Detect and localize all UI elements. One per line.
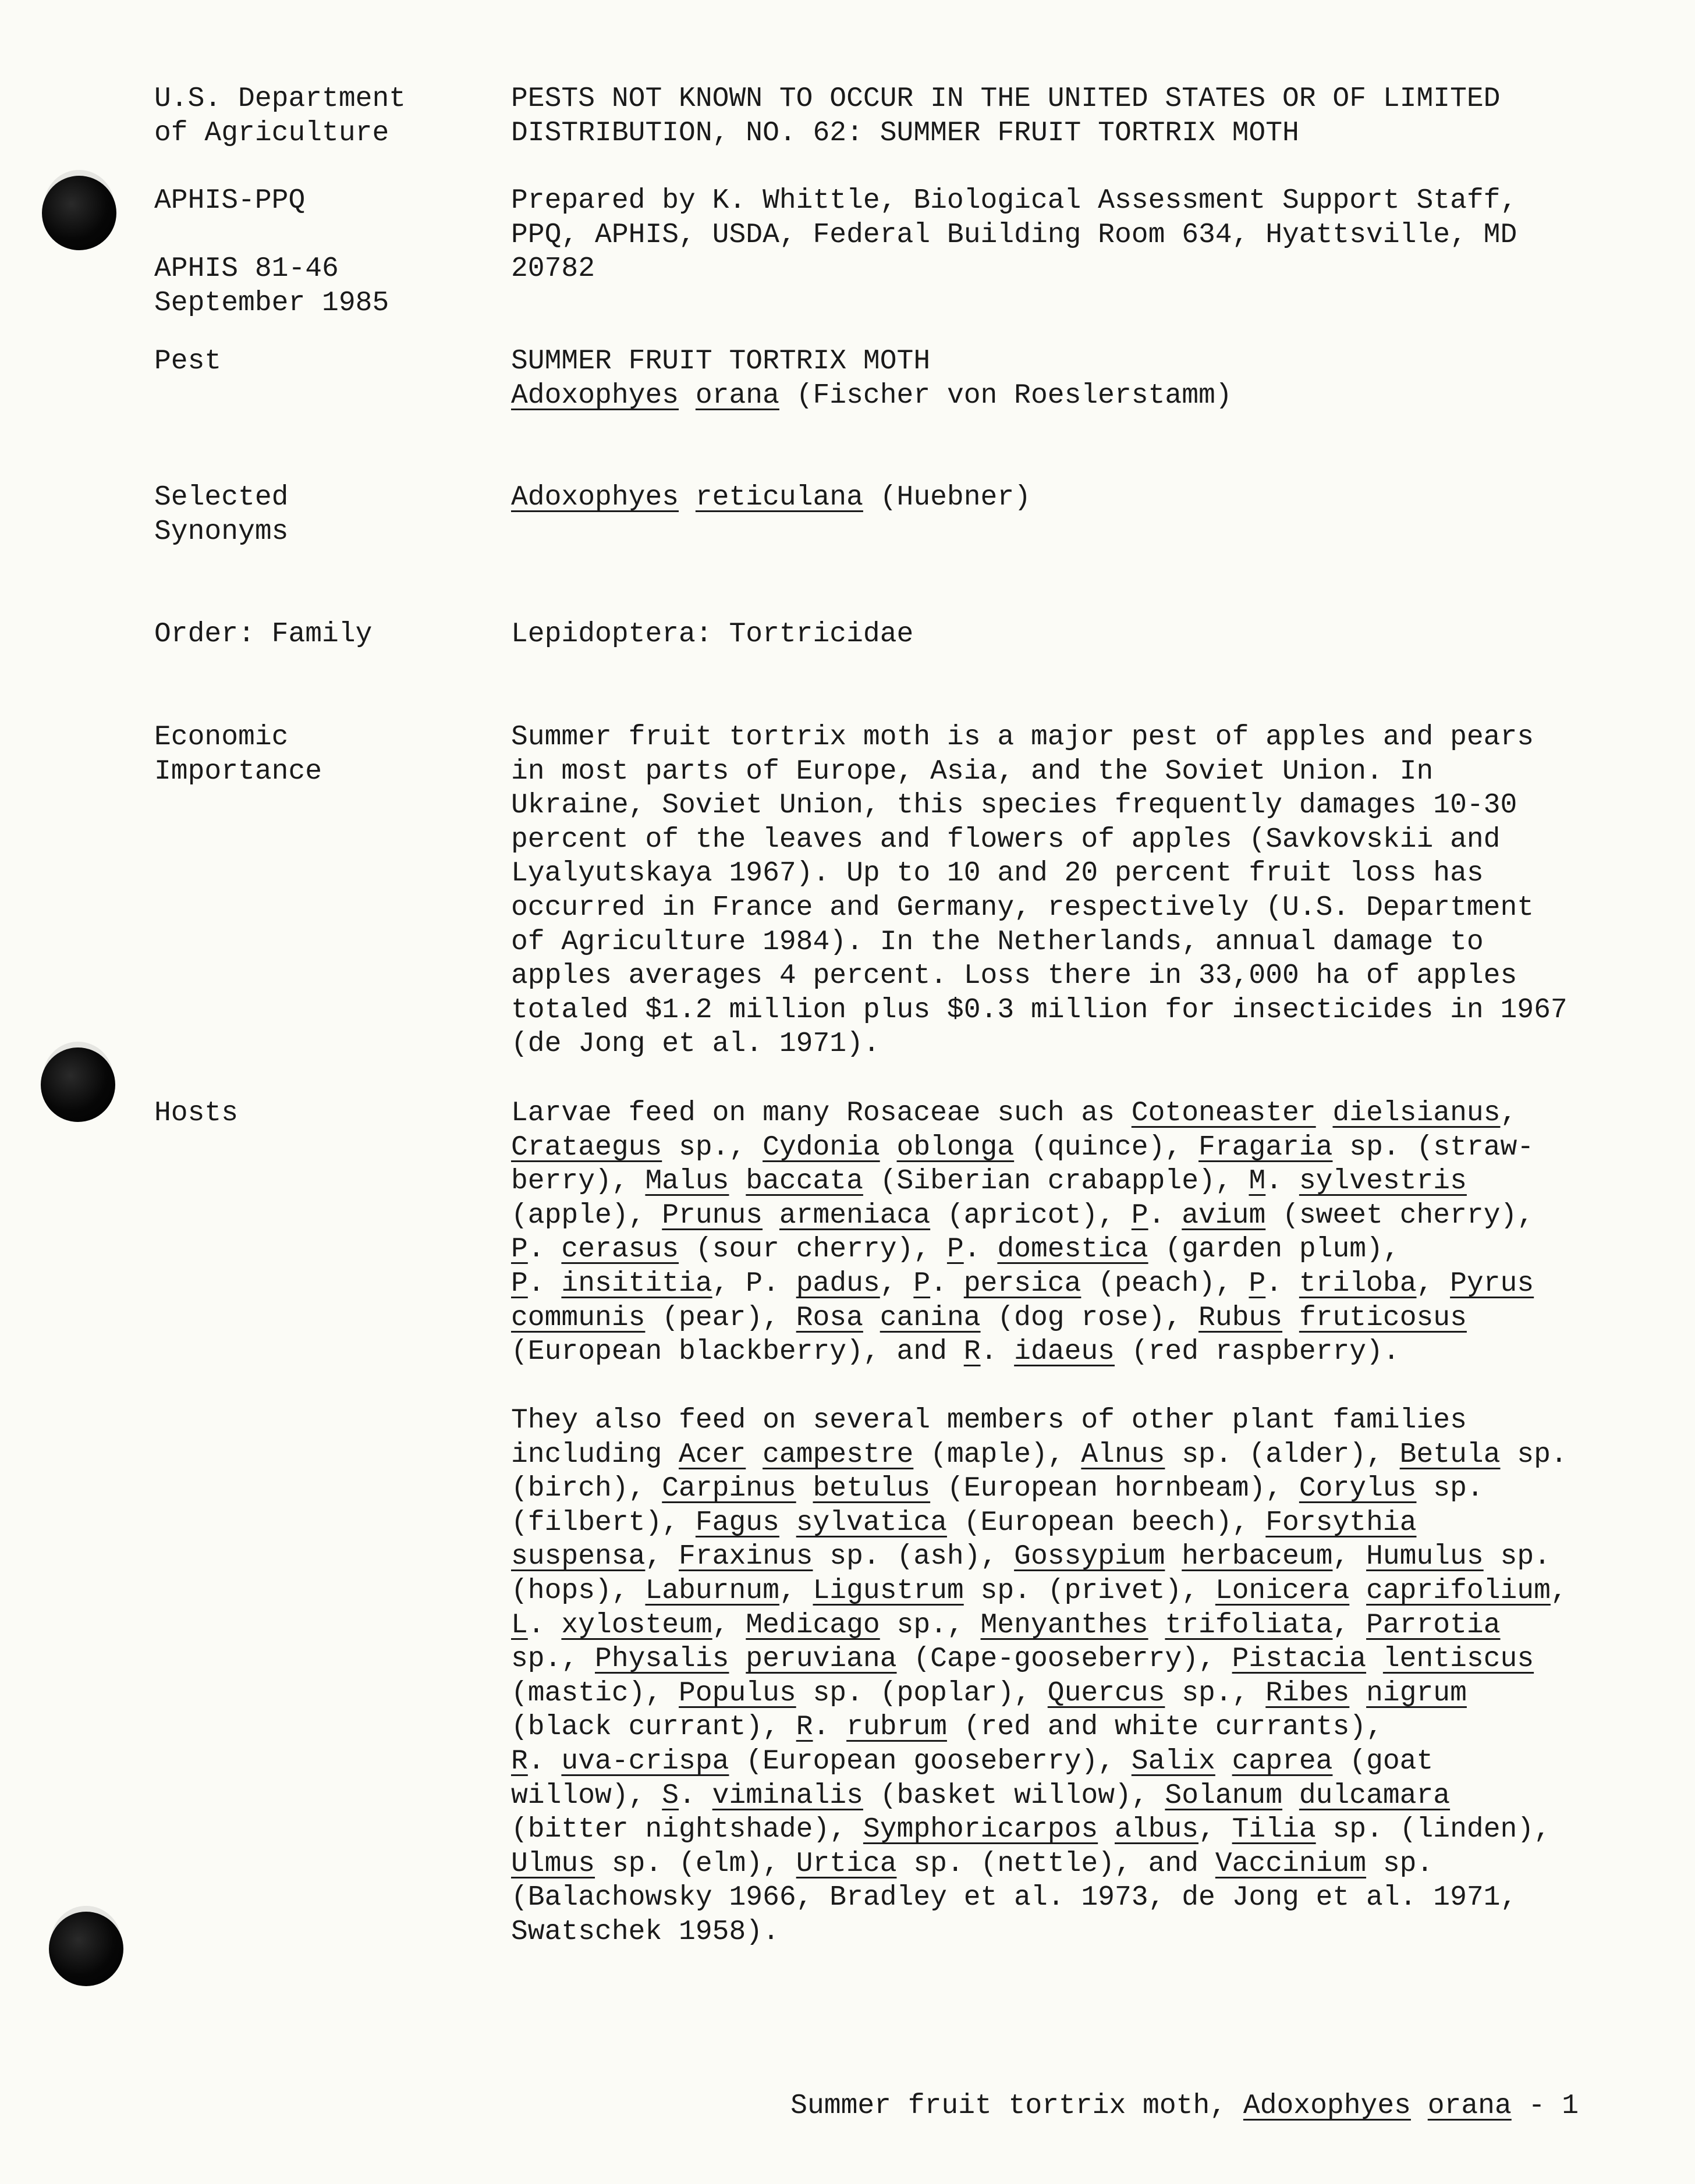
host-text: sp.,	[880, 1609, 981, 1641]
host-line	[511, 1473, 1484, 1504]
host-line	[511, 1610, 1501, 1641]
host-text: (European hornbeam),	[930, 1473, 1299, 1505]
host-text: (maple),	[913, 1439, 1081, 1471]
host-text: .	[527, 1234, 562, 1266]
host-text: Larvae feed on many Rosaceae such as	[511, 1098, 1132, 1129]
host-text: ,	[1332, 1609, 1367, 1641]
taxon-name: Alnus	[1081, 1439, 1165, 1471]
host-text: .	[1265, 1166, 1299, 1198]
host-line	[511, 1882, 1517, 1913]
taxon-name: albus	[1114, 1814, 1199, 1846]
host-text: ,	[712, 1609, 746, 1641]
host-text	[1282, 1780, 1299, 1812]
host-text: (birch),	[511, 1473, 662, 1505]
host-text: (European beech),	[946, 1507, 1266, 1539]
host-text	[1165, 1541, 1182, 1572]
taxon-name: cerasus	[561, 1234, 679, 1266]
taxon-name: armeniaca	[779, 1199, 931, 1231]
host-text	[1148, 1610, 1165, 1641]
host-text: (mastic),	[511, 1677, 679, 1709]
taxon-name: sylvatica	[796, 1507, 947, 1539]
taxon-name: caprea	[1232, 1745, 1333, 1777]
taxon-name: L	[511, 1609, 528, 1641]
host-text	[763, 1200, 779, 1231]
economic-line: Summer fruit tortrix moth is a major pest of apples and pears	[511, 722, 1534, 753]
economic-importance-text	[511, 720, 1568, 1061]
pest-species: orana	[695, 379, 779, 411]
synonym-genus: Adoxophyes	[511, 482, 679, 513]
host-text: (pear),	[645, 1302, 796, 1334]
synonym-species: reticulana	[695, 482, 863, 513]
host-line	[511, 1916, 779, 1948]
taxon-name: domestica	[997, 1234, 1148, 1266]
economic-line: occurred in France and Germany, respectively (U.S. Department	[511, 892, 1534, 924]
taxon-name: Solanum	[1165, 1780, 1283, 1812]
doc-number-block: APHIS 81-46 September 1985	[154, 253, 389, 319]
taxon-name: R	[963, 1336, 981, 1368]
taxon-name: S	[662, 1780, 679, 1812]
taxon-name: lentiscus	[1382, 1643, 1534, 1675]
taxon-name: xylosteum	[561, 1609, 712, 1641]
taxon-name: Cotoneaster	[1131, 1098, 1316, 1129]
host-text: berry),	[511, 1166, 646, 1198]
taxon-name: oblonga	[896, 1131, 1015, 1163]
taxon-name: dielsianus	[1332, 1098, 1501, 1129]
host-text: .	[527, 1267, 562, 1299]
taxon-name: betulus	[813, 1473, 931, 1505]
pest-label: Pest	[154, 346, 222, 377]
host-text	[1282, 1302, 1299, 1334]
taxon-name: Gossypium	[1014, 1541, 1165, 1573]
taxon-name: Vaccinium	[1215, 1848, 1367, 1880]
taxon-name: Acer	[679, 1439, 746, 1471]
hosts-paragraph-1	[511, 1096, 1534, 1369]
taxon-name: Medicago	[746, 1609, 880, 1641]
host-line	[511, 1848, 1433, 1880]
host-text: sp. (ash),	[813, 1541, 1015, 1573]
host-text: (Balachowsky 1966, Bradley et al. 1973, de Jong et al. 1971,	[511, 1882, 1517, 1914]
host-text: (goat	[1332, 1745, 1434, 1777]
taxon-name: Corylus	[1299, 1473, 1417, 1505]
host-text: (quince),	[1014, 1131, 1199, 1163]
host-text: sp.	[1483, 1541, 1551, 1573]
taxon-name: P	[913, 1267, 931, 1299]
host-text	[880, 1132, 897, 1163]
taxon-name: M	[1249, 1166, 1266, 1198]
taxon-name: rubrum	[846, 1711, 947, 1743]
host-line	[511, 1678, 1467, 1709]
host-text: .	[1265, 1267, 1299, 1299]
host-text: .	[679, 1780, 712, 1812]
economic-importance-label: Economic Importance	[154, 722, 322, 787]
taxon-name: Rubus	[1198, 1302, 1283, 1334]
host-text: including	[511, 1439, 679, 1471]
host-text: ,	[1500, 1098, 1517, 1129]
host-line	[511, 1234, 1400, 1265]
host-text: ,	[880, 1267, 914, 1299]
host-text	[729, 1643, 746, 1675]
host-text: sp. (alder),	[1165, 1439, 1400, 1471]
taxon-name: P	[511, 1234, 528, 1266]
host-text: (garden plum),	[1148, 1234, 1400, 1266]
pest-name: SUMMER FRUIT TORTRIX MOTH Adoxophyes orana (Fischer von Roeslerstamm)	[511, 346, 1232, 411]
economic-line: totaled $1.2 million plus $0.3 million for insecticides in 1967	[511, 994, 1568, 1026]
host-text: willow),	[511, 1780, 662, 1812]
host-text: (Cape-gooseberry),	[896, 1643, 1232, 1675]
taxon-name: Pistacia	[1232, 1643, 1367, 1675]
department-label: U.S. Department of Agriculture	[154, 83, 406, 149]
host-text	[1098, 1814, 1115, 1845]
taxon-name: Salix	[1131, 1745, 1215, 1777]
host-text: (dog rose),	[980, 1302, 1199, 1334]
taxon-name: Prunus	[662, 1199, 763, 1231]
host-text: .	[980, 1336, 1015, 1368]
taxon-name: sylvestris	[1299, 1166, 1467, 1198]
host-line	[511, 1541, 1551, 1572]
taxon-name: insititia	[561, 1267, 712, 1299]
taxon-name: canina	[880, 1302, 981, 1334]
taxon-name: idaeus	[1014, 1336, 1115, 1368]
taxon-name: campestre	[763, 1439, 914, 1471]
host-line	[511, 1132, 1534, 1163]
synonyms-label: Selected Synonyms	[154, 482, 289, 548]
host-text: (red raspberry).	[1114, 1336, 1400, 1368]
taxon-name: Quercus	[1047, 1677, 1165, 1709]
host-text: .	[527, 1745, 562, 1777]
host-text	[1366, 1643, 1383, 1675]
taxon-name: Betula	[1399, 1439, 1501, 1471]
host-text: .	[963, 1234, 998, 1266]
taxon-name: P	[1131, 1199, 1148, 1231]
host-line	[511, 1439, 1568, 1471]
host-text: (bitter nightshade),	[511, 1814, 863, 1846]
taxon-name: peruviana	[746, 1643, 897, 1675]
host-text: (European blackberry), and	[511, 1336, 964, 1368]
host-text: sp.	[1366, 1848, 1434, 1880]
taxon-name: Ligustrum	[813, 1575, 964, 1607]
host-text: .	[813, 1711, 847, 1743]
taxon-name: Malus	[645, 1166, 729, 1198]
host-text	[863, 1302, 880, 1334]
host-text: (apple),	[511, 1199, 662, 1231]
agency-label: APHIS-PPQ	[154, 185, 306, 216]
host-line	[511, 1746, 1433, 1777]
taxon-name: Fagus	[695, 1507, 779, 1539]
economic-line: Lyalyutskaya 1967). Up to 10 and 20 percent fruit loss has	[511, 858, 1484, 890]
taxon-name: P	[946, 1234, 964, 1266]
taxon-name: Rosa	[796, 1302, 863, 1334]
taxon-name: padus	[796, 1267, 880, 1299]
taxon-name: Laburnum	[645, 1575, 779, 1607]
economic-line: percent of the leaves and flowers of apples (Savkovskii and	[511, 823, 1501, 855]
host-text: ,	[1416, 1267, 1451, 1299]
host-text: (sour cherry),	[679, 1234, 947, 1266]
order-family-value: Lepidoptera: Tortricidae	[511, 619, 914, 650]
host-text: sp.	[1500, 1439, 1568, 1471]
host-text: (apricot),	[930, 1199, 1132, 1231]
document-title: PESTS NOT KNOWN TO OCCUR IN THE UNITED STATES OR OF LIMITED DISTRIBUTION, NO. 62: SUMMER FRUIT TORTRIX MOTH	[511, 83, 1501, 149]
binder-hole-bottom	[49, 1912, 123, 1986]
taxon-name: P	[1249, 1267, 1266, 1299]
taxon-name: Fraxinus	[679, 1541, 813, 1573]
host-text	[1215, 1746, 1232, 1777]
taxon-name: nigrum	[1366, 1677, 1467, 1709]
taxon-name: Urtica	[796, 1848, 897, 1880]
taxon-name: triloba	[1299, 1267, 1417, 1299]
taxon-name: avium	[1182, 1199, 1266, 1231]
host-text: .	[1148, 1199, 1182, 1231]
host-text: ,	[1332, 1541, 1367, 1573]
host-text: sp. (privet),	[963, 1575, 1215, 1607]
economic-line: in most parts of Europe, Asia, and the Soviet Union. In	[511, 755, 1434, 787]
taxon-name: Physalis	[595, 1643, 729, 1675]
taxon-name: caprifolium	[1366, 1575, 1551, 1607]
host-text: (sweet cherry),	[1265, 1199, 1534, 1231]
economic-line: Ukraine, Soviet Union, this species frequently damages 10-30	[511, 790, 1517, 822]
host-text: sp. (nettle), and	[896, 1848, 1215, 1880]
taxon-name: Tilia	[1232, 1814, 1316, 1846]
host-text	[746, 1439, 763, 1471]
taxon-name: Humulus	[1366, 1541, 1484, 1573]
host-line	[511, 1098, 1517, 1129]
host-line	[511, 1575, 1568, 1607]
host-text: (filbert),	[511, 1507, 696, 1539]
taxon-name: viminalis	[712, 1780, 863, 1812]
hosts-paragraph-2	[511, 1404, 1568, 1949]
taxon-name: Ulmus	[511, 1848, 595, 1880]
host-text: ,	[1198, 1814, 1232, 1846]
host-line	[511, 1302, 1467, 1334]
host-text	[779, 1507, 796, 1539]
host-text: (European gooseberry),	[729, 1745, 1132, 1777]
synonym-name: Adoxophyes reticulana (Huebner)	[511, 482, 1031, 513]
host-text: ,	[645, 1541, 679, 1573]
binder-hole-top	[42, 176, 116, 250]
footer-species: orana	[1427, 2090, 1512, 2122]
host-text	[1349, 1575, 1366, 1607]
taxon-name: Crataegus	[511, 1131, 662, 1163]
taxon-name: P	[511, 1267, 528, 1299]
taxon-name: Populus	[679, 1677, 796, 1709]
host-line	[511, 1711, 1383, 1743]
taxon-name: uva-crispa	[561, 1745, 729, 1777]
taxon-name: persica	[963, 1267, 1081, 1299]
host-line	[511, 1643, 1534, 1675]
taxon-name: Parrotia	[1366, 1609, 1501, 1641]
taxon-name: Pyrus	[1450, 1267, 1534, 1299]
host-line	[511, 1780, 1450, 1812]
host-text: They also feed on several members of other plant families	[511, 1405, 1467, 1436]
host-text: sp. (elm),	[595, 1848, 796, 1880]
taxon-name: R	[511, 1745, 528, 1777]
taxon-name: trifoliata	[1165, 1609, 1333, 1641]
taxon-name: R	[796, 1711, 813, 1743]
host-text: .	[930, 1267, 964, 1299]
order-family-label: Order: Family	[154, 619, 373, 650]
taxon-name: communis	[511, 1302, 646, 1334]
host-text: sp.,	[511, 1643, 595, 1675]
economic-line: apples averages 4 percent. Loss there in 33,000 ha of apples	[511, 960, 1517, 992]
host-line	[511, 1336, 1400, 1368]
host-text: ,	[1550, 1575, 1568, 1607]
host-text: sp.,	[662, 1131, 763, 1163]
taxon-name: Carpinus	[662, 1473, 796, 1505]
taxon-name: Menyanthes	[980, 1609, 1148, 1641]
host-line	[511, 1200, 1534, 1231]
pest-genus: Adoxophyes	[511, 379, 679, 411]
taxon-name: Cydonia	[763, 1131, 880, 1163]
host-line	[511, 1814, 1551, 1845]
host-text	[796, 1473, 813, 1504]
host-text	[1349, 1678, 1366, 1709]
hosts-label: Hosts	[154, 1098, 239, 1129]
footer-genus: Adoxophyes	[1243, 2090, 1411, 2122]
host-text: (Siberian crabapple),	[863, 1166, 1249, 1198]
host-text: ,	[779, 1575, 813, 1607]
host-line	[511, 1507, 1417, 1539]
page-footer: Summer fruit tortrix moth, Adoxophyes orana - 1	[790, 2090, 1579, 2122]
host-text: (basket willow),	[863, 1780, 1165, 1812]
host-text: sp.,	[1165, 1677, 1266, 1709]
economic-line: (de Jong et al. 1971).	[511, 1028, 880, 1060]
taxon-name: Forsythia	[1265, 1507, 1417, 1539]
host-text: (red and white currants),	[946, 1711, 1383, 1743]
host-text: sp.	[1416, 1473, 1484, 1505]
host-text: Swatschek 1958).	[511, 1916, 779, 1948]
host-text: sp. (poplar),	[796, 1677, 1048, 1709]
taxon-name: herbaceum	[1182, 1541, 1333, 1573]
taxon-name: dulcamara	[1299, 1780, 1451, 1812]
host-text: (peach),	[1081, 1267, 1249, 1299]
host-text	[1316, 1098, 1333, 1129]
host-text	[729, 1166, 746, 1197]
host-text: , P.	[712, 1267, 796, 1299]
host-line	[511, 1405, 1467, 1436]
taxon-name: Ribes	[1265, 1677, 1350, 1709]
host-text: (black currant),	[511, 1711, 796, 1743]
taxon-name: Fragaria	[1198, 1131, 1333, 1163]
taxon-name: Lonicera	[1215, 1575, 1350, 1607]
taxon-name: Symphoricarpos	[863, 1814, 1098, 1846]
host-text: sp. (straw-	[1332, 1131, 1534, 1163]
taxon-name: baccata	[746, 1166, 863, 1198]
taxon-name: suspensa	[511, 1541, 646, 1573]
host-line	[511, 1166, 1467, 1197]
host-text: (hops),	[511, 1575, 646, 1607]
taxon-name: fruticosus	[1299, 1302, 1467, 1334]
prepared-by: Prepared by K. Whittle, Biological Assessment Support Staff, PPQ, APHIS, USDA, Federal Building Room 634, Hyattsville, MD 20782	[511, 185, 1517, 285]
host-line	[511, 1268, 1534, 1299]
economic-line: of Agriculture 1984). In the Netherlands, annual damage to	[511, 926, 1484, 958]
host-text: sp. (linden),	[1315, 1814, 1551, 1846]
binder-hole-middle	[41, 1047, 115, 1122]
host-text: .	[527, 1609, 562, 1641]
